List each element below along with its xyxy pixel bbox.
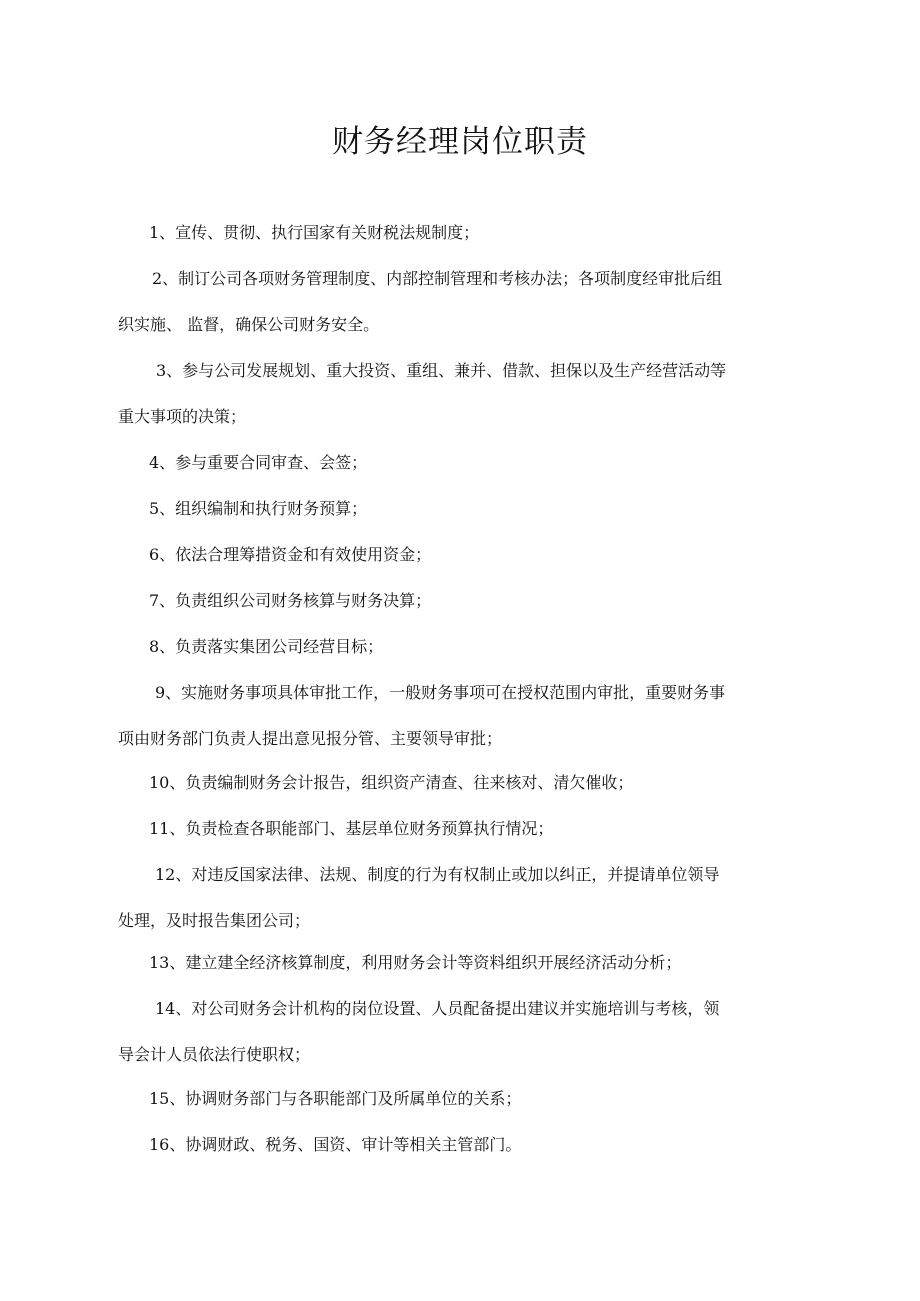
list-item-6 xyxy=(118,532,818,578)
list-item-5 xyxy=(118,486,818,532)
list-item-continuation: 导会计人员依法行使职权； xyxy=(118,1045,311,1064)
list-item-text: 3、参与公司发展规划、重大投资、重组、兼并、借款、担保以及生产经营活动等 xyxy=(156,361,727,380)
list-item-3 xyxy=(118,348,818,440)
page-title: 财务经理岗位职责 xyxy=(332,124,588,160)
list-item-text: 14、对公司财务会计机构的岗位设置、人员配备提出建议并实施培训与考核，领 xyxy=(155,999,720,1018)
list-item-continuation: 项由财务部门负责人提出意见报分管、主要领导审批； xyxy=(118,729,503,748)
list-item-continuation: 重大事项的决策； xyxy=(118,407,247,426)
list-item-9 xyxy=(118,670,818,762)
list-item-10 xyxy=(118,760,818,806)
list-item-text: 10、负责编制财务会计报告，组织资产清查、往来核对、清欠催收； xyxy=(149,773,634,792)
list-item-12 xyxy=(118,852,818,944)
list-item-15 xyxy=(118,1076,818,1122)
list-item-text: 15、协调财务部门与各职能部门及所属单位的关系； xyxy=(149,1089,522,1108)
list-item-text: 16、协调财政、税务、国资、审计等相关主管部门。 xyxy=(149,1135,522,1154)
list-item-text: 4、参与重要合同审查、会签； xyxy=(149,453,368,472)
list-item-13 xyxy=(118,940,818,986)
list-item-text: 1、宣传、贯彻、执行国家有关财税法规制度； xyxy=(149,223,480,242)
list-item-14 xyxy=(118,986,818,1078)
list-item-1 xyxy=(118,210,818,256)
list-item-7 xyxy=(118,578,818,624)
list-item-text: 9、实施财务事项具体审批工作，一般财务事项可在授权范围内审批，重要财务事 xyxy=(155,683,726,702)
list-item-11 xyxy=(118,806,818,852)
list-item-text: 6、依法合理筹措资金和有效使用资金； xyxy=(149,545,432,564)
list-item-text: 2、制订公司各项财务管理制度、内部控制管理和考核办法；各项制度经审批后组 xyxy=(152,269,723,288)
list-item-2 xyxy=(118,256,818,348)
list-item-text: 5、组织编制和执行财务预算； xyxy=(149,499,368,518)
list-item-4 xyxy=(118,440,818,486)
list-item-8 xyxy=(118,624,818,670)
list-item-16 xyxy=(118,1122,818,1168)
list-item-text: 12、对违反国家法律、法规、制度的行为有权制止或加以纠正，并提请单位领导 xyxy=(155,865,720,884)
list-item-text: 8、负责落实集团公司经营目标； xyxy=(149,637,384,656)
list-item-continuation: 织实施、 监督，确保公司财务安全。 xyxy=(118,315,380,334)
list-item-continuation: 处理，及时报告集团公司； xyxy=(118,911,311,930)
list-item-text: 7、负责组织公司财务核算与财务决算； xyxy=(149,591,432,610)
list-item-text: 11、负责检查各职能部门、基层单位财务预算执行情况； xyxy=(149,819,554,838)
list-item-text: 13、建立建全经济核算制度，利用财务会计等资料组织开展经济活动分析； xyxy=(149,953,682,972)
